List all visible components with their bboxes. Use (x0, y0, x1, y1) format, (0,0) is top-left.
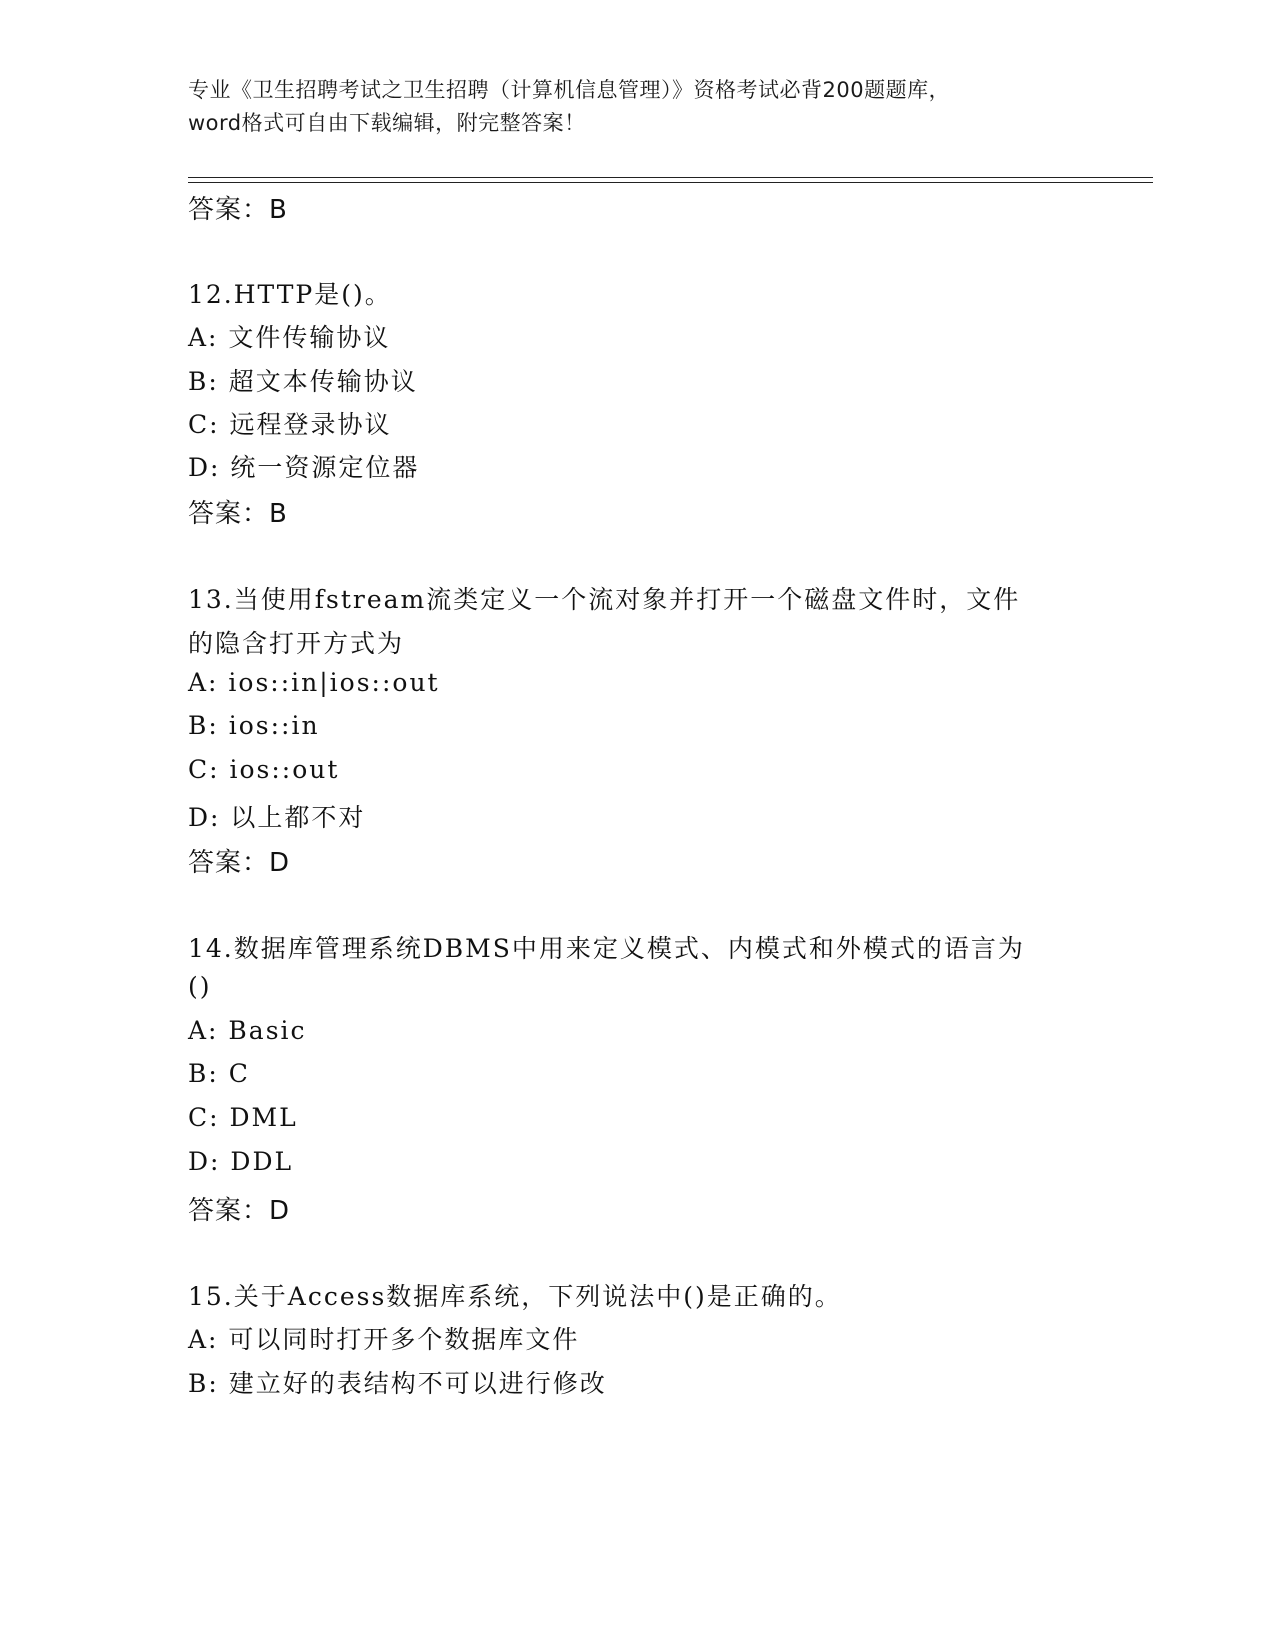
header-divider-bottom (188, 182, 1153, 183)
q14-option-c: C: DML (188, 1103, 298, 1132)
question-12: 12.HTTP是()。 (188, 280, 392, 309)
q12-option-b: B: 超文本传输协议 (188, 367, 418, 396)
answer-prev: 答案：B (188, 195, 288, 225)
q12-option-d: D: 统一资源定位器 (188, 453, 420, 482)
header-divider-top (188, 177, 1153, 178)
q15-option-a: A: 可以同时打开多个数据库文件 (188, 1325, 580, 1354)
question-14-line-2: () (188, 972, 212, 1001)
header-line-2: word格式可自由下载编辑，附完整答案！ (188, 111, 586, 135)
question-15: 15.关于Access数据库系统，下列说法中()是正确的。 (188, 1282, 842, 1311)
q13-option-d: D: 以上都不对 (188, 803, 366, 832)
q13-option-b: B: ios::in (188, 711, 320, 740)
q13-answer: 答案：D (188, 848, 291, 878)
document-header (188, 74, 1088, 140)
q13-option-c: C: ios::out (188, 755, 340, 784)
question-13-line-2: 的隐含打开方式为 (188, 629, 405, 658)
q15-option-b: B: 建立好的表结构不可以进行修改 (188, 1369, 607, 1398)
q13-option-a: A: ios::in|ios::out (188, 668, 440, 697)
question-13-line-1: 13.当使用fstream流类定义一个流对象并打开一个磁盘文件时，文件 (188, 585, 1021, 614)
header-line-1: 专业《卫生招聘考试之卫生招聘（计算机信息管理）》资格考试必背200题题库， (188, 78, 951, 102)
q12-answer: 答案：B (188, 499, 288, 529)
q12-option-a: A: 文件传输协议 (188, 323, 391, 352)
q14-option-d: D: DDL (188, 1147, 294, 1176)
q12-option-c: C: 远程登录协议 (188, 410, 392, 439)
q14-option-b: B: C (188, 1059, 250, 1088)
q14-answer: 答案：D (188, 1196, 291, 1226)
q14-option-a: A: Basic (188, 1016, 307, 1045)
question-14-line-1: 14.数据库管理系统DBMS中用来定义模式、内模式和外模式的语言为 (188, 934, 1025, 963)
